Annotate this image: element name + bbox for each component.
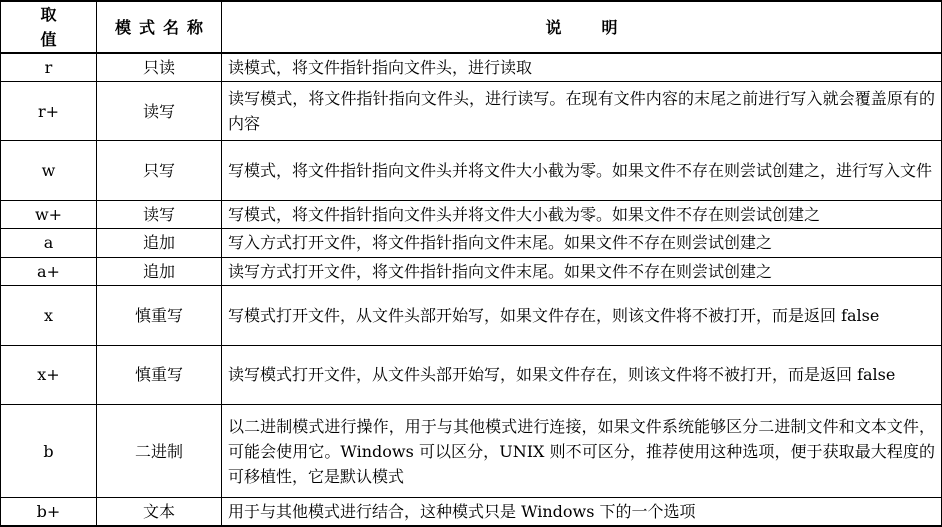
row-description: 读模式，将文件指针指向文件头，进行读取 bbox=[222, 53, 942, 81]
row-value: w+ bbox=[1, 201, 97, 229]
table-row bbox=[1, 498, 942, 526]
table-header-row bbox=[1, 1, 942, 53]
table-row bbox=[1, 53, 942, 81]
table-row bbox=[1, 257, 942, 285]
table-row bbox=[1, 285, 942, 345]
row-description: 写模式，将文件指针指向文件头并将文件大小截为零。如果文件不存在则尝试创建之，进行写入文件 bbox=[222, 141, 942, 201]
row-value: x bbox=[1, 285, 97, 345]
header-mode-name: 模式名称 bbox=[97, 1, 222, 53]
table-row bbox=[1, 141, 942, 201]
row-description: 写入方式打开文件，将文件指针指向文件末尾。如果文件不存在则尝试创建之 bbox=[222, 229, 942, 257]
row-mode: 二进制 bbox=[97, 405, 222, 498]
row-mode: 追加 bbox=[97, 229, 222, 257]
row-mode: 只读 bbox=[97, 53, 222, 81]
row-description: 写模式，将文件指针指向文件头并将文件大小截为零。如果文件不存在则尝试创建之 bbox=[222, 201, 942, 229]
row-mode: 只写 bbox=[97, 141, 222, 201]
row-description: 读写模式，将文件指针指向文件头，进行读写。在现有文件内容的末尾之前进行写入就会覆盖原有的内容 bbox=[222, 81, 942, 141]
row-description: 以二进制模式进行操作，用于与其他模式进行连接，如果文件系统能够区分二进制文件和文本文件，可能会使用它。Windows 可以区分，UNIX 则不可区分，推荐使用这种选项，便于获取最大程度的可移植性，它是默认模式 bbox=[222, 405, 942, 498]
row-description: 读写方式打开文件，将文件指针指向文件末尾。如果文件不存在则尝试创建之 bbox=[222, 257, 942, 285]
row-description: 写模式打开文件，从文件头部开始写，如果文件存在，则该文件将不被打开，而是返回 false bbox=[222, 285, 942, 345]
row-value: x+ bbox=[1, 345, 97, 405]
table-row bbox=[1, 405, 942, 498]
row-mode: 读写 bbox=[97, 201, 222, 229]
row-value: b+ bbox=[1, 498, 97, 526]
row-value: a+ bbox=[1, 257, 97, 285]
row-mode: 慎重写 bbox=[97, 345, 222, 405]
row-value: b bbox=[1, 405, 97, 498]
row-value: r bbox=[1, 53, 97, 81]
row-value: w bbox=[1, 141, 97, 201]
table-row bbox=[1, 81, 942, 141]
row-value: r+ bbox=[1, 81, 97, 141]
header-description: 说明 bbox=[222, 1, 942, 53]
header-value: 取值 bbox=[1, 1, 97, 53]
row-description: 读写模式打开文件，从文件头部开始写，如果文件存在，则该文件将不被打开，而是返回 false bbox=[222, 345, 942, 405]
row-mode: 文本 bbox=[97, 498, 222, 526]
row-mode: 慎重写 bbox=[97, 285, 222, 345]
row-mode: 读写 bbox=[97, 81, 222, 141]
row-value: a bbox=[1, 229, 97, 257]
row-mode: 追加 bbox=[97, 257, 222, 285]
table-row bbox=[1, 345, 942, 405]
row-description: 用于与其他模式进行结合，这种模式只是 Windows 下的一个选项 bbox=[222, 498, 942, 526]
table-row bbox=[1, 201, 942, 229]
table-row bbox=[1, 229, 942, 257]
